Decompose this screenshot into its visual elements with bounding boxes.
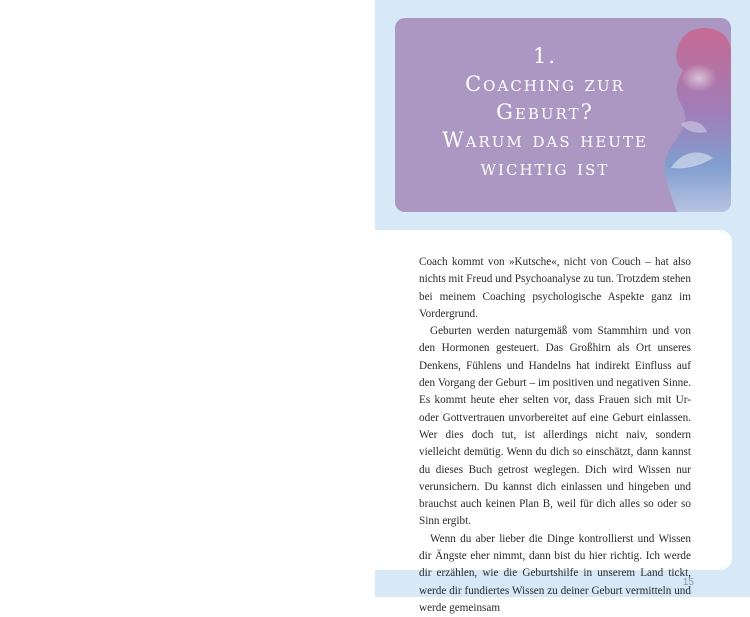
body-text xyxy=(419,254,691,617)
chapter-title-box xyxy=(395,18,731,212)
paragraph-3: Wenn du aber lieber die Dinge kontrollierst und Wissen dir Ängste eher nimmt, dann bist du hier richtig. Ich werde dir erzählen, wie die Geburtshilfe in unserem Land tickt, werde dir fundiertes Wissen zu deiner Geburt vermitteln und werde gemeinsam xyxy=(419,532,691,614)
chapter-title-line-4: wichtig ist xyxy=(480,156,610,180)
chapter-title-line-2: Geburt? xyxy=(496,100,594,124)
chapter-title-line-1: Coaching zur xyxy=(465,72,625,96)
right-page xyxy=(375,0,750,614)
page-number: 15 xyxy=(682,577,694,588)
chapter-number: 1. xyxy=(532,44,558,68)
paragraph-2: Geburten werden naturgemäß vom Stammhirn und von den Hormonen gesteuert. Das Großhirn als Ort unseres Denkens, Fühlens und Handelns hat indirekt Einfluss auf den Vorgang der Geburt – im positiven und negativen Sinne. Es kommt heute eher selten vor, dass Frauen sich mit Ur- oder Gottvertrauen unvorbereitet auf eine Geburt einlassen. Wer dies doch tut, ist allerdings nicht naiv, sondern vielleicht demütig. Wenn du dich so einschätzt, dann kannst du dieses Buch getrost weglegen. Dich wird Wissen nur verunsichern. Du kannst dich einlassen und hingeben und brauchst auch keinen Plan B, weil für dich alles so oder so Sinn ergibt. xyxy=(419,325,691,528)
chapter-title-line-3: Warum das heute xyxy=(442,128,648,152)
paragraph-1: Coach kommt von »Kutsche«, nicht von Couch – hat also nichts mit Freud und Psychoanalyse zu tun. Trotzdem stehen bei meinem Coaching psychologische Aspekte ganz im Vordergrund. xyxy=(419,256,691,320)
left-blank-page xyxy=(0,0,375,597)
pregnant-woman-illustration-icon xyxy=(641,18,731,212)
